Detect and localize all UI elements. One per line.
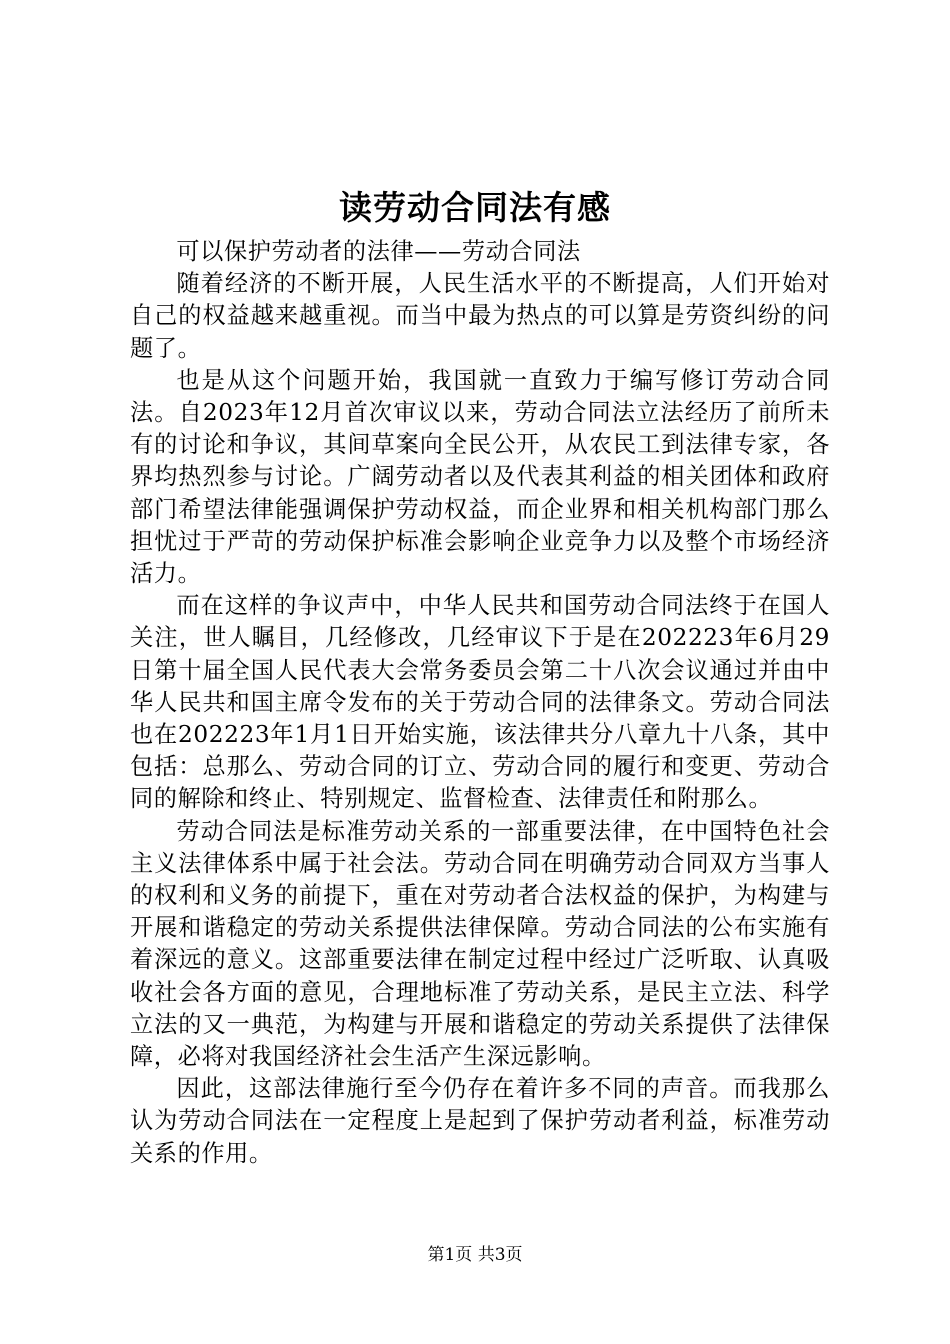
- document-body: [130, 236, 830, 1170]
- page-title: 读劳动合同法有感: [339, 188, 611, 227]
- paragraph: 随着经济的不断开展，人民生活水平的不断提高，人们开始对自己的权益越来越重视。而当中最为热点的可以算是劳资纠纷的问题了。: [130, 270, 830, 362]
- paragraph: 而在这样的争议声中，中华人民共和国劳动合同法终于在国人关注，世人瞩目，几经修改，几经审议下于是在202223年6月29日第十届全国人民代表大会常务委员会第二十八次会议通过并由中华人民共和国主席令发布的关于劳动合同的法律条文。劳动合同法也在202223年1月1日开始实施，该法律共分八章九十八条，其中包括：总那么、劳动合同的订立、劳动合同的履行和变更、劳动合同的解除和终止、特别规定、监督检查、法律责任和附那么。: [130, 592, 830, 813]
- paragraph-subtitle: 可以保护劳动者的法律——劳动合同法: [176, 238, 581, 265]
- paragraph: 也是从这个问题开始，我国就一直致力于编写修订劳动合同法。自2023年12月首次审议以来，劳动合同法立法经历了前所未有的讨论和争议，其间草案向全民公开，从农民工到法律专家，各界均热烈参与讨论。广阔劳动者以及代表其利益的相关团体和政府部门希望法律能强调保护劳动权益，而企业界和相关机构部门那么担忧过于严苛的劳动保护标准会影响企业竞争力以及整个市场经济活力。: [130, 366, 830, 588]
- page-footer: 第1页 共3页: [427, 1245, 523, 1265]
- paragraph: 因此，这部法律施行至今仍存在着许多不同的声音。而我那么认为劳动合同法在一定程度上是起到了保护劳动者利益，标准劳动关系的作用。: [130, 1075, 830, 1167]
- paragraph: 劳动合同法是标准劳动关系的一部重要法律，在中国特色社会主义法律体系中属于社会法。劳动合同在明确劳动合同双方当事人的权利和义务的前提下，重在对劳动者合法权益的保护，为构建与开展和谐稳定的劳动关系提供法律保障。劳动合同法的公布实施有着深远的意义。这部重要法律在制定过程中经过广泛听取、认真吸收社会各方面的意见，合理地标准了劳动关系，是民主立法、科学立法的又一典范，为构建与开展和谐稳定的劳动关系提供了法律保障，必将对我国经济社会生活产生深远影响。: [130, 817, 830, 1071]
